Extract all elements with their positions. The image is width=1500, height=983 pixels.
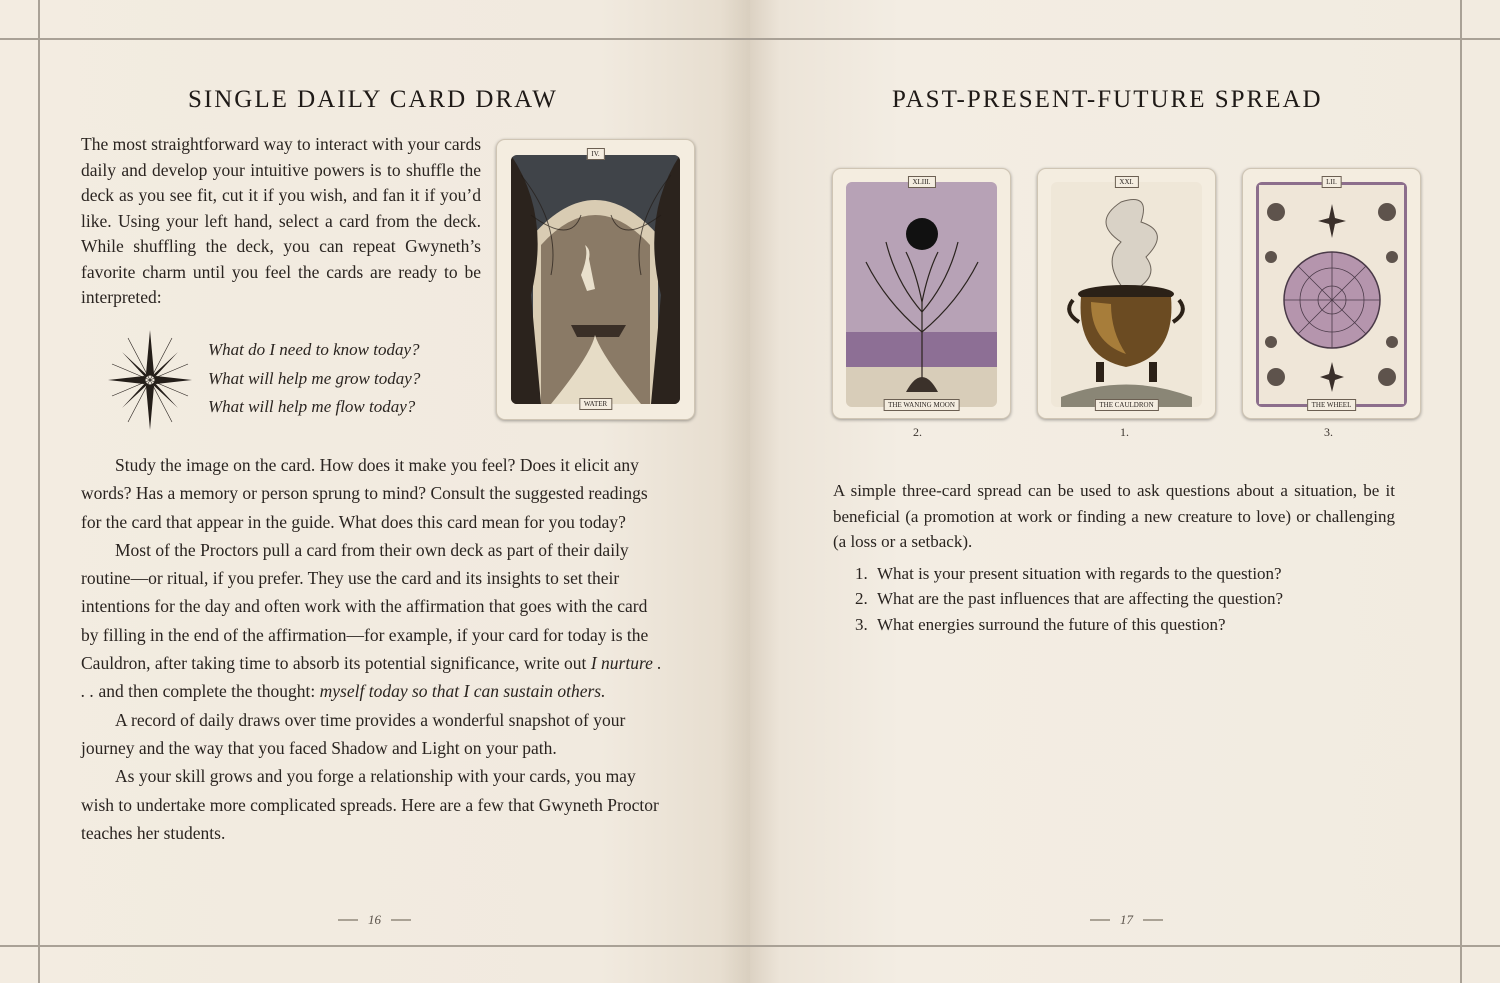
list-text: What are the past influences that are affecting the question? bbox=[877, 589, 1284, 609]
page-number bbox=[1090, 912, 1163, 928]
charm-line: What will help me grow today? bbox=[208, 368, 421, 388]
waning-moon-numeral: XLIII. bbox=[907, 176, 935, 188]
list-item bbox=[855, 561, 1283, 586]
card-position-label: 1. bbox=[1120, 425, 1129, 439]
card-position-label: 3. bbox=[1324, 425, 1333, 439]
page-number bbox=[338, 912, 411, 928]
paragraph: Study the image on the card. How does it make you feel? Does it elicit any words? Has a memory or person sprung to mind? Consult the suggested readings for the card that appear in the guide. What does this card mean for you today? bbox=[81, 455, 648, 532]
list-text: What energies surround the future of this question? bbox=[877, 614, 1226, 634]
folio-dash bbox=[391, 919, 411, 921]
folio-number: 16 bbox=[368, 912, 381, 927]
body-text bbox=[81, 451, 664, 847]
folio-dash bbox=[338, 919, 358, 921]
wheel-name: THE WHEEL bbox=[1307, 399, 1357, 411]
italic-text: I nurture . . . bbox=[81, 653, 662, 702]
paragraph-text: and then complete the thought: bbox=[94, 681, 320, 702]
top-rule bbox=[0, 38, 750, 40]
top-rule bbox=[750, 38, 1500, 40]
card-position-label: 2. bbox=[913, 425, 922, 439]
water-card bbox=[496, 139, 695, 420]
bottom-rule bbox=[750, 945, 1500, 947]
page-heading: SINGLE DAILY CARD DRAW bbox=[188, 86, 558, 113]
list-text: What is your present situation with regards to the question? bbox=[877, 564, 1282, 583]
wheel-card bbox=[1242, 168, 1421, 419]
waning-moon-illustration bbox=[846, 182, 997, 407]
italic-text: myself today so that I can sustain others. bbox=[319, 681, 606, 702]
paragraph: As your skill grows and you forge a relationship with your cards, you may wish to undertake more complicated spreads. Here are a few that Gwyneth Proctor teaches her students. bbox=[81, 766, 659, 843]
paragraph: A record of daily draws over time provides a wonderful snapshot of your journey and the way that you faced Shadow and Light on your path. bbox=[81, 709, 626, 758]
cauldron-name: THE CAULDRON bbox=[1094, 399, 1158, 411]
spread-intro-paragraph: A simple three-card spread can be used to ask questions about a situation, be it beneficial (a promotion at work or finding a new creature to love) or challenging (a loss or a setback). bbox=[833, 481, 1395, 551]
bottom-rule bbox=[0, 945, 750, 947]
page-heading: PAST-PRESENT-FUTURE SPREAD bbox=[892, 86, 1323, 113]
intro-paragraph: The most straightforward way to interact with your cards daily and develop your intuitive powers is to shuffle the deck as you see fit, cut it if you wish, and fan it if you’d like. Using your left hand, select a card from the deck. While shuffling the deck, you can repeat Gwyneth’s favorite charm until you feel the cards are ready to be interpreted: bbox=[81, 134, 481, 307]
outer-margin-rule bbox=[1460, 0, 1462, 983]
cauldron-card bbox=[1037, 168, 1216, 419]
wheel-numeral: LII. bbox=[1321, 176, 1342, 188]
list-number: 1. bbox=[855, 564, 868, 583]
list-item bbox=[855, 586, 1283, 611]
list-number: 2. bbox=[855, 589, 868, 609]
folio-number: 17 bbox=[1120, 912, 1133, 927]
outer-margin-rule bbox=[38, 0, 40, 983]
water-card-name: WATER bbox=[579, 398, 612, 410]
wheel-illustration bbox=[1256, 182, 1407, 407]
waning-moon-name: THE WANING MOON bbox=[883, 399, 960, 411]
folio-dash bbox=[1090, 919, 1110, 921]
cauldron-illustration bbox=[1051, 182, 1202, 407]
folio-dash bbox=[1143, 919, 1163, 921]
charm-lines bbox=[208, 336, 420, 422]
paragraph-text: Most of the Proctors pull a card from their own deck as part of their daily routine—or ritual, if you prefer. They use the card and its insights to set their intentions for the day and often work with the affirmation that goes with the card by filling in the end of the affirmation—for example, if your card for today is the Cauldron, after taking time to absorb its potential significance, write out bbox=[81, 539, 649, 674]
waning-moon-card bbox=[832, 168, 1011, 419]
charm-block bbox=[108, 330, 468, 430]
cauldron-numeral: XXI. bbox=[1114, 176, 1138, 188]
charm-line: What will help me flow today? bbox=[208, 397, 416, 416]
water-card-numeral: IV. bbox=[586, 148, 604, 160]
charm-line: What do I need to know today? bbox=[208, 340, 420, 359]
water-card-illustration bbox=[511, 155, 680, 404]
paragraph bbox=[81, 536, 664, 706]
question-list bbox=[855, 561, 1283, 637]
list-item bbox=[855, 612, 1283, 637]
compass-star-icon bbox=[108, 330, 192, 430]
list-number: 3. bbox=[855, 614, 868, 634]
